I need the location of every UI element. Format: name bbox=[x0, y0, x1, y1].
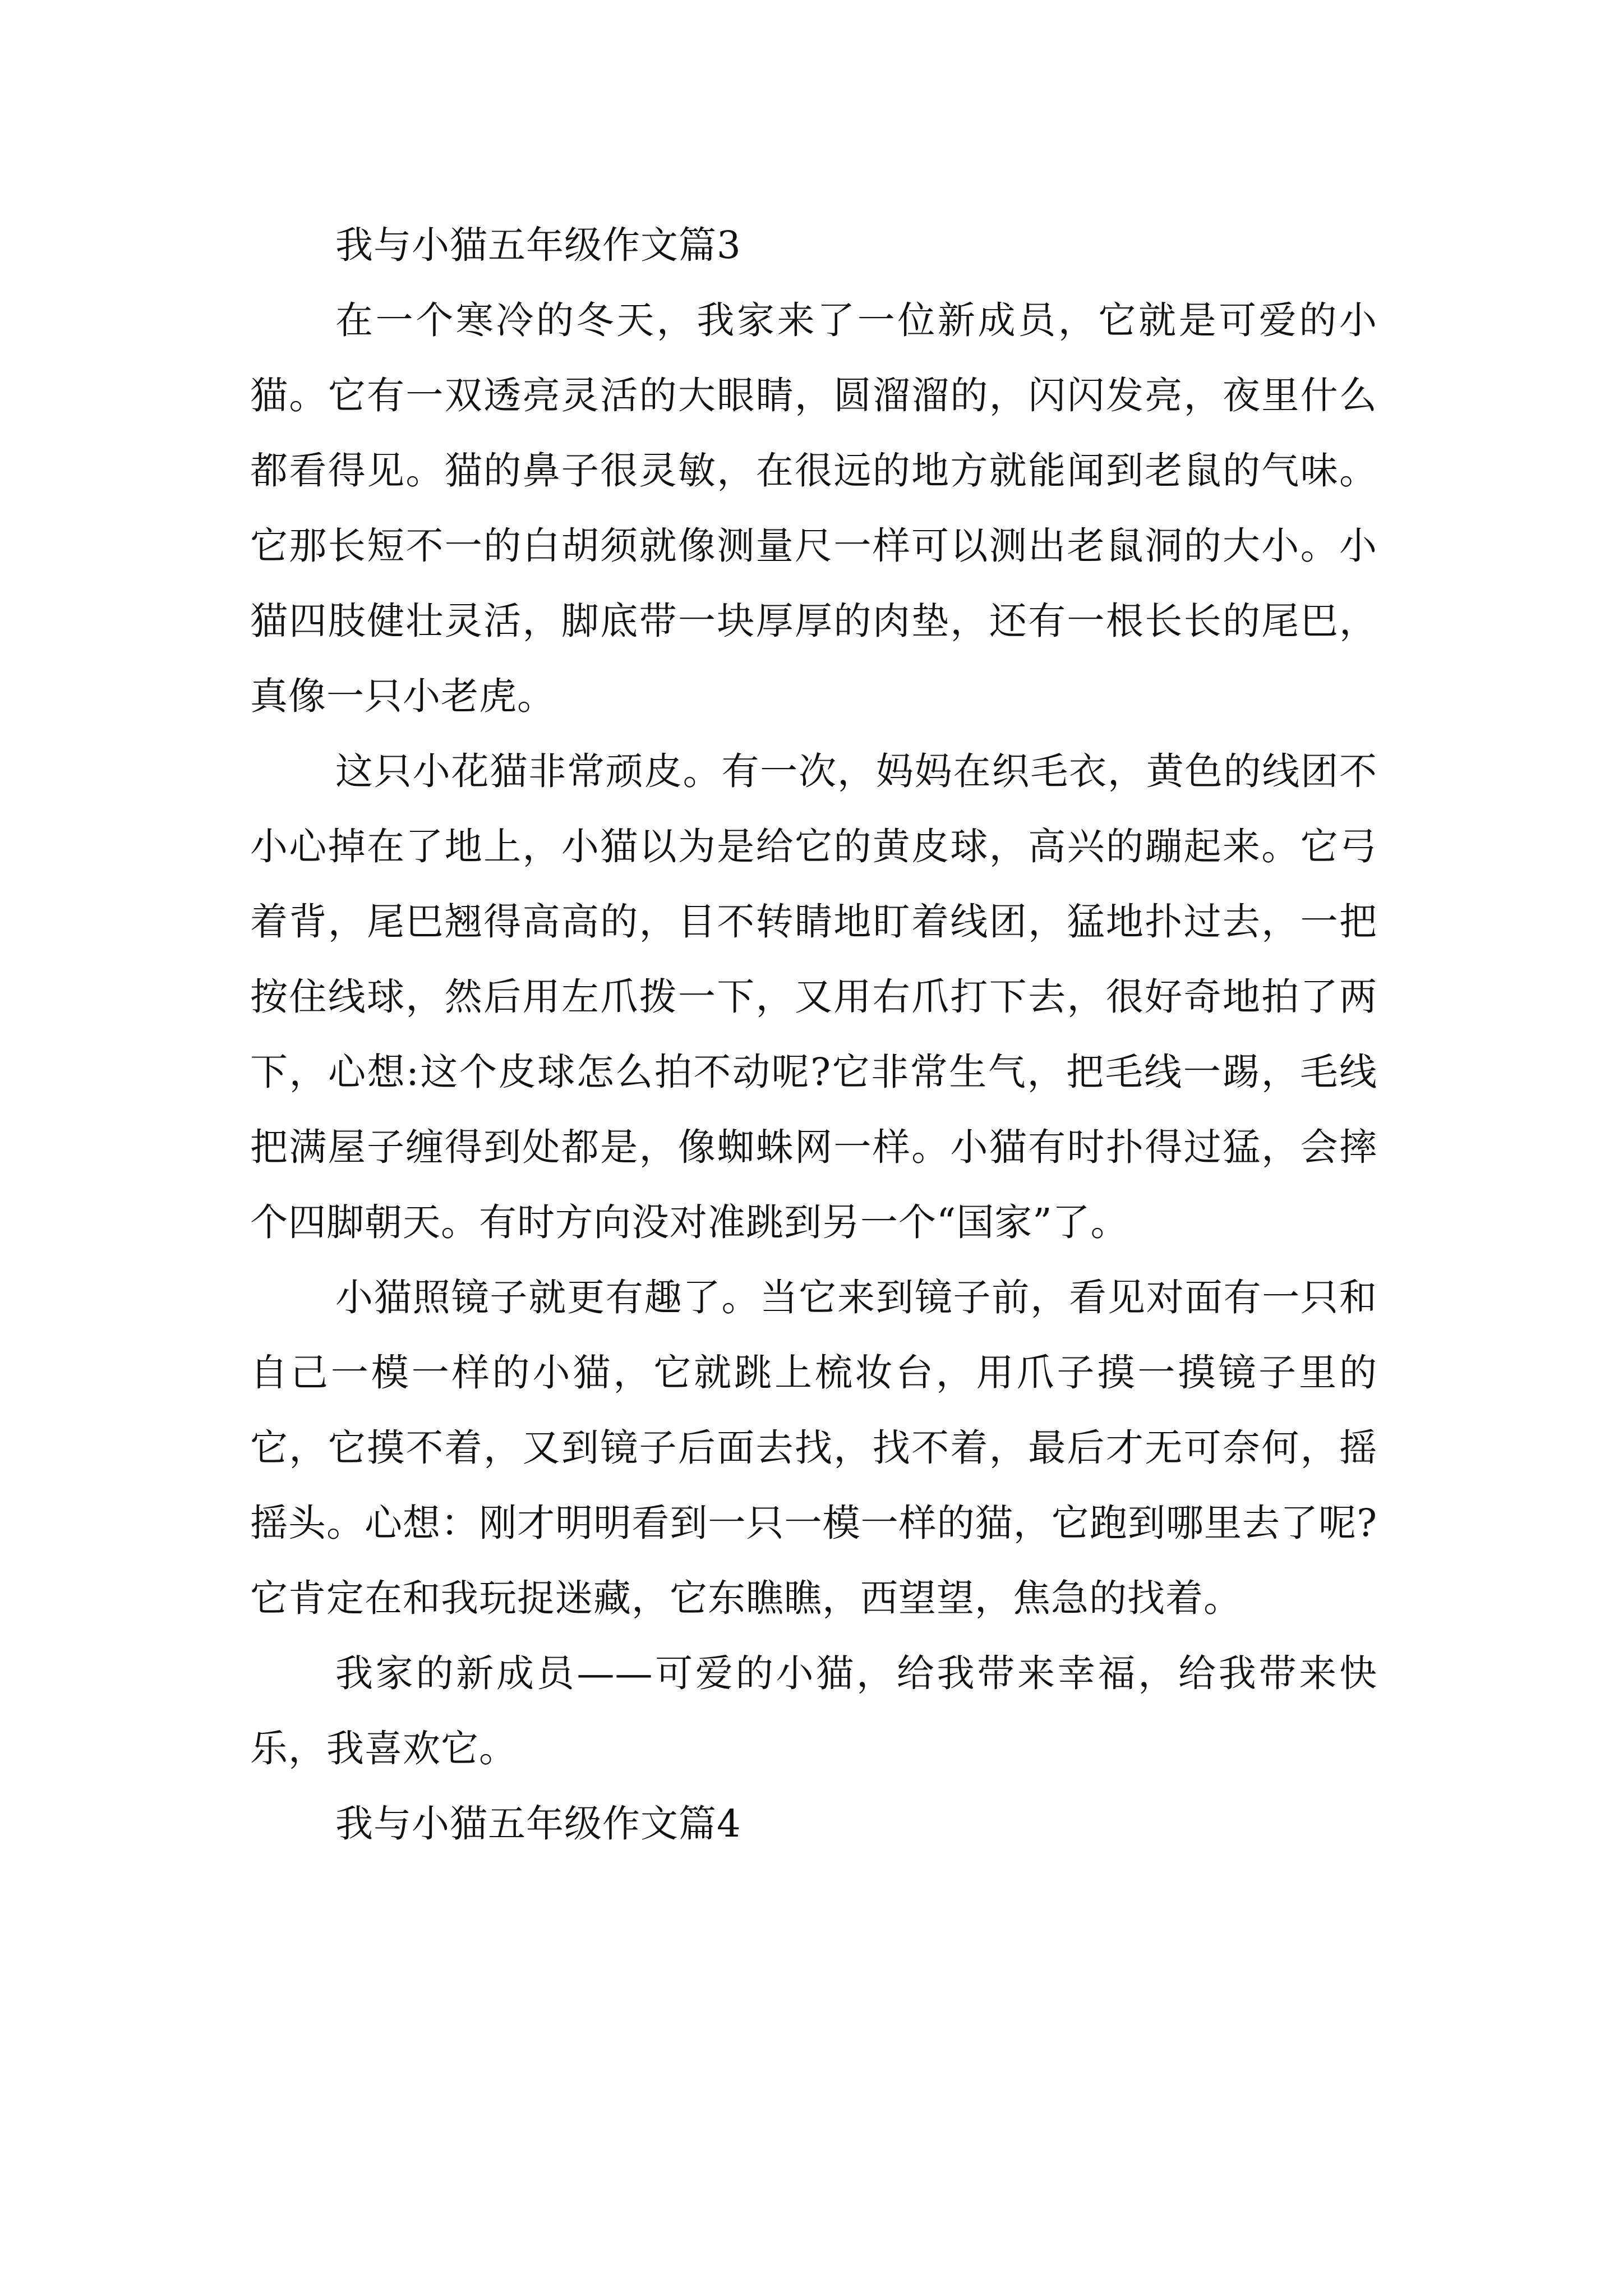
essay-heading-4: 我与小猫五年级作文篇4 bbox=[335, 1802, 741, 1846]
essay-heading-3: 我与小猫五年级作文篇3 bbox=[335, 223, 741, 267]
paragraph-1: 在一个寒冷的冬天，我家来了一位新成员，它就是可爱的小猫。它有一双透亮灵活的大眼睛，圆溜溜的，闪闪发亮，夜里什么都看得见。猫的鼻子很灵敏，在很远的地方就能闻到老鼠的气味。它那长短不一的白胡须就像测量尺一样可以测出老鼠洞的大小。小猫四肢健壮灵活，脚底带一块厚厚的肉垫，还有一根长长的尾巴，真像一只小老虎。 bbox=[250, 298, 1377, 718]
document-page bbox=[250, 208, 1377, 1861]
paragraph-2: 这只小花猫非常顽皮。有一次，妈妈在织毛衣，黄色的线团不小心掉在了地上，小猫以为是给它的黄皮球，高兴的蹦起来。它弓着背，尾巴翘得高高的，目不转睛地盯着线团，猛地扑过去，一把按住线球，然后用左爪拨一下，又用右爪打下去，很好奇地拍了两下，心想:这个皮球怎么拍不动呢?它非常生气，把毛线一踢，毛线把满屋子缠得到处都是，像蜘蛛网一样。小猫有时扑得过猛，会摔个四脚朝天。有时方向没对准跳到另一个“国家”了。 bbox=[250, 749, 1377, 1244]
paragraph-3: 小猫照镜子就更有趣了。当它来到镜子前，看见对面有一只和自己一模一样的小猫，它就跳上梳妆台，用爪子摸一摸镜子里的它，它摸不着，又到镜子后面去找，找不着，最后才无可奈何，摇摇头。心想：刚才明明看到一只一模一样的猫，它跑到哪里去了呢?它肯定在和我玩捉迷藏，它东瞧瞧，西望望，焦急的找着。 bbox=[250, 1276, 1377, 1620]
paragraph-4: 我家的新成员——可爱的小猫，给我带来幸福，给我带来快乐，我喜欢它。 bbox=[250, 1651, 1377, 1770]
